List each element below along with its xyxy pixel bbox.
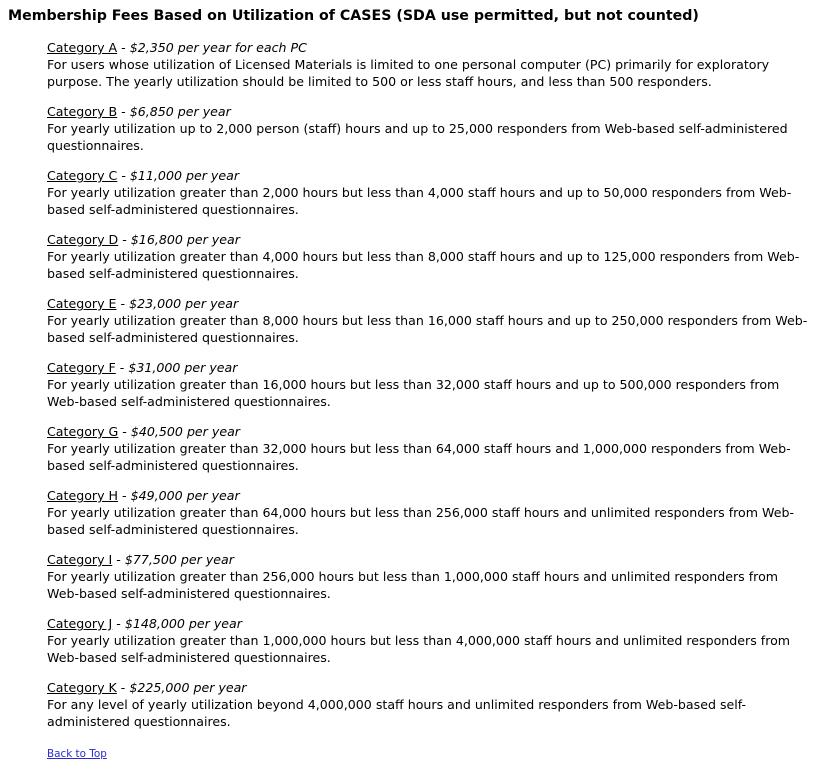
category-price: $225,000 per year <box>129 680 247 695</box>
category-item-j <box>47 615 812 666</box>
category-j-link[interactable]: Category J <box>47 616 113 631</box>
category-price: $31,000 per year <box>128 360 238 375</box>
category-price: $11,000 per year <box>129 168 239 183</box>
category-price: $16,800 per year <box>130 232 240 247</box>
category-h-link[interactable]: Category H <box>47 488 118 503</box>
separator: - <box>116 680 130 695</box>
separator: - <box>118 232 131 247</box>
category-price: $77,500 per year <box>124 552 234 567</box>
separator: - <box>118 424 131 439</box>
category-header <box>47 615 812 632</box>
category-header <box>47 423 812 440</box>
back-to-top-link[interactable]: Back to Top <box>47 748 107 760</box>
category-item-c <box>47 167 812 218</box>
category-description: For yearly utilization greater than 16,000 hours but less than 32,000 staff hours and up to 500,000 responders from Web-based self-administered questionnaires. <box>47 377 780 409</box>
category-price: $23,000 per year <box>129 296 239 311</box>
category-price: $49,000 per year <box>130 488 240 503</box>
category-header <box>47 167 812 184</box>
category-item-h <box>47 487 812 538</box>
category-c-link[interactable]: Category C <box>47 168 118 183</box>
separator: - <box>117 104 130 119</box>
category-header <box>47 39 812 56</box>
category-k-link[interactable]: Category K <box>47 680 117 695</box>
category-header <box>47 103 812 120</box>
separator: - <box>118 488 131 503</box>
page-title: Membership Fees Based on Utilization of CASES (SDA use permitted, but not counted) <box>8 8 699 24</box>
category-description: For yearly utilization greater than 4,000 hours but less than 8,000 staff hours and up to 125,000 responders from Web-based self-administered questionnaires. <box>47 249 800 281</box>
category-description: For yearly utilization greater than 1,000,000 hours but less than 4,000,000 staff hours and unlimited responders from Web-based self-administered questionnaires. <box>47 633 791 665</box>
category-i-link[interactable]: Category I <box>47 552 113 567</box>
category-item-f <box>47 359 812 410</box>
category-price: $6,850 per year <box>129 104 231 119</box>
category-header <box>47 551 812 568</box>
category-header <box>47 679 812 696</box>
separator: - <box>112 616 125 631</box>
category-b-link[interactable]: Category B <box>47 104 118 119</box>
separator: - <box>116 296 130 311</box>
category-price: $148,000 per year <box>124 616 242 631</box>
category-item-d <box>47 231 812 282</box>
category-description: For yearly utilization greater than 2,000 hours but less than 4,000 staff hours and up to 50,000 responders from Web-based self-administered questionnaires. <box>47 185 792 217</box>
category-e-link[interactable]: Category E <box>47 296 117 311</box>
category-description: For yearly utilization greater than 32,000 hours but less than 64,000 staff hours and 1,000,000 responders from Web-based self-administered questionnaires. <box>47 441 791 473</box>
category-item-g <box>47 423 812 474</box>
category-list <box>47 39 812 743</box>
category-d-link[interactable]: Category D <box>47 232 119 247</box>
separator: - <box>115 360 129 375</box>
separator: - <box>112 552 125 567</box>
category-description: For yearly utilization greater than 64,000 hours but less than 256,000 staff hours and unlimited responders from Web-based self-administered questionnaires. <box>47 505 795 537</box>
category-price: $2,350 per year for each PC <box>129 40 307 55</box>
separator: - <box>117 168 130 183</box>
category-item-a <box>47 39 812 90</box>
category-item-e <box>47 295 812 346</box>
category-header <box>47 359 812 376</box>
separator: - <box>117 40 130 55</box>
category-item-b <box>47 103 812 154</box>
category-header <box>47 487 812 504</box>
category-description: For yearly utilization up to 2,000 person (staff) hours and up to 25,000 responders from Web-based self-administered questionnaires. <box>47 121 788 153</box>
category-header <box>47 295 812 312</box>
category-description: For users whose utilization of Licensed Materials is limited to one personal computer (PC) primarily for exploratory purpose. The yearly utilization should be limited to 500 or less staff hours, and less than 500 responders. <box>47 57 770 89</box>
category-a-link[interactable]: Category A <box>47 40 118 55</box>
category-f-link[interactable]: Category F <box>47 360 116 375</box>
category-header <box>47 231 812 248</box>
category-item-i <box>47 551 812 602</box>
category-description: For yearly utilization greater than 256,000 hours but less than 1,000,000 staff hours and unlimited responders from Web-based self-administered questionnaires. <box>47 569 779 601</box>
category-g-link[interactable]: Category G <box>47 424 119 439</box>
category-description: For any level of yearly utilization beyond 4,000,000 staff hours and unlimited responders from Web-based self-administered questionnaires. <box>47 697 747 729</box>
category-item-k <box>47 679 812 730</box>
category-description: For yearly utilization greater than 8,000 hours but less than 16,000 staff hours and up to 250,000 responders from Web-based self-administered questionnaires. <box>47 313 808 345</box>
category-price: $40,500 per year <box>130 424 240 439</box>
